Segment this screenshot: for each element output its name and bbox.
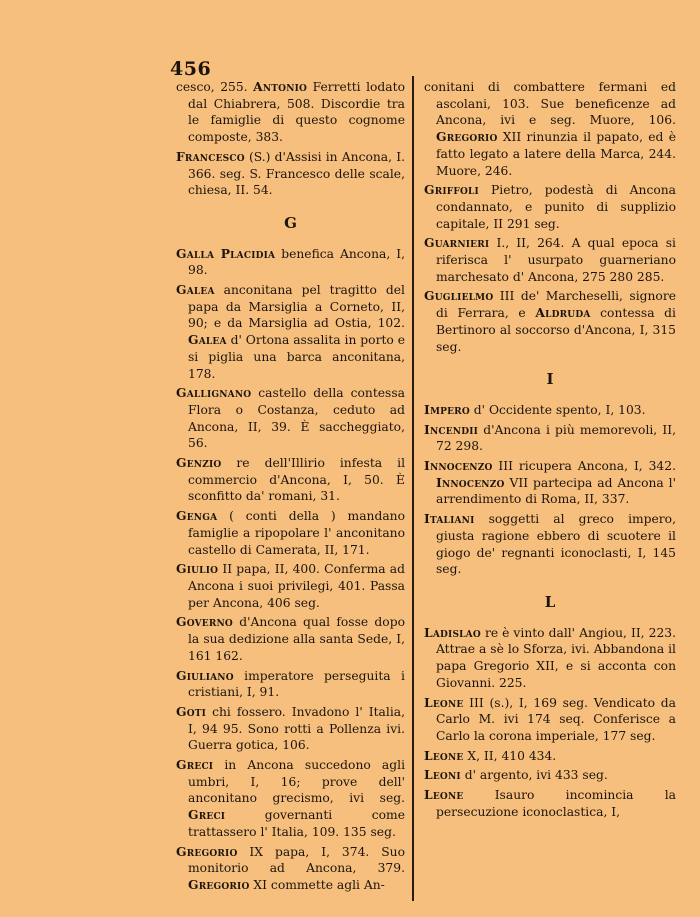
entry-head: Innocenzo (424, 458, 493, 474)
entry-head: Antonio (253, 79, 308, 94)
index-entry (176, 455, 405, 505)
right-column (424, 79, 676, 823)
entry-head: Galea (188, 332, 227, 348)
entry-head: Guglielmo (424, 288, 494, 304)
entry-text: ( conti della ) mandano famiglie a ripopolare l' anconitano castello di Camerata, II, 171. (188, 509, 405, 557)
entry-text: d' Occidente spento, I, 103. (469, 402, 646, 417)
entry-head: Innocenzo (436, 474, 505, 490)
index-entry (176, 844, 405, 894)
entry-text: anconitana pel tragitto del papa da Marsiglia a Corneto, II, 90; e da Marsiglia ad Ostia, 102. (188, 283, 405, 331)
index-entry (424, 748, 676, 765)
entry-head: Genzio (176, 455, 222, 471)
entry-head: Aldruda (535, 305, 591, 321)
entry-text: chi fossero. Invadono l' Italia, I, 94 95. Sono rotti a Pollenza ivi. Guerra gotica, 106. (188, 704, 405, 753)
entry-head: Griffoli (424, 182, 479, 198)
left-column (176, 79, 405, 897)
index-entry (424, 695, 676, 745)
entry-text: conitani di combattere fermani ed ascolani, 103. Sue beneficenze ad Ancona, ivi e seg. Muore, 106. (424, 80, 676, 128)
section-letter: L (544, 592, 556, 611)
index-entry (176, 79, 405, 146)
column-divider (412, 76, 414, 901)
entry-text: castello della contessa Flora o Costanza, ceduto ad Ancona, II, 39. È saccheggiato, 56. (188, 386, 405, 451)
index-entry (176, 246, 405, 279)
index-entry (176, 561, 405, 611)
section-letter: G (284, 213, 297, 232)
index-entry (424, 767, 676, 784)
entry-text: Pietro, podestà di Ancona condannato, e punito di supplizio capitale, II 291 seg. (436, 183, 676, 231)
entry-head: Leone (424, 787, 464, 803)
index-entry (424, 288, 676, 355)
entry-head: Gregorio (188, 876, 250, 892)
entry-head: Galea (176, 282, 215, 298)
entry-text: XII rinunzia il papato, ed è fatto legato a latere della Marca, 244. Muore, 246. (436, 130, 676, 178)
entry-head: Impero (424, 401, 470, 417)
entry-head: Gallignano (176, 385, 252, 401)
section-letter: I (546, 370, 554, 389)
entry-head: Gregorio (436, 129, 498, 145)
entry-head: Francesco (176, 148, 245, 164)
entry-text: VII partecipa ad Ancona l' arrendimento di Roma, II, 337. (436, 475, 676, 507)
index-entry (424, 402, 676, 419)
entry-text: imperatore perseguita i cristiani, I, 91. (188, 668, 405, 700)
entry-text: II papa, II, 400. Conferma ad Ancona i suoi privilegi, 401. Passa per Ancona, 406 seg. (188, 562, 405, 610)
entry-text: soggetti al greco impero, giusta ragione ebbero di scuotere il giogo de' regnanti iconoclasti, I, 145 seg. (436, 512, 676, 577)
index-entry (424, 235, 676, 285)
entry-head: Governo (176, 614, 233, 630)
entry-head: Leone (424, 694, 464, 710)
entry-text: Isauro incomincia la persecuzione iconoclastica, I, (436, 788, 676, 819)
entry-head: Leoni (424, 767, 461, 783)
index-entry (424, 422, 676, 455)
entry-head: Leone (424, 747, 464, 763)
entry-text: d'Ancona i più memorevoli, II, 72 298. (436, 422, 676, 454)
entry-text: Ferretti lodato dal Chiabrera, 508. Discordie tra le famiglie di questo cognome composte, 383. (188, 80, 405, 145)
index-entry (424, 458, 676, 508)
index-entry (424, 182, 676, 232)
entry-text: IX papa, I, 374. Suo monitorio ad Ancona, 379. (188, 844, 405, 876)
index-entry (424, 787, 676, 820)
entry-text: d' argento, ivi 433 seg. (460, 768, 608, 783)
entry-head: Galla Placidia (176, 245, 276, 261)
entry-text: III ricupera Ancona, I, 342. (492, 459, 676, 474)
entry-text: governanti come trattassero l' Italia, 109. 135 seg. (188, 808, 405, 839)
entry-head: Giulio (176, 561, 219, 577)
entry-text: III (s.), I, 169 seg. Vendicato da Carlo M. ivi 174 seq. Conferisce a Carlo la corona imperiale, 177 seg. (436, 695, 676, 743)
index-entry (424, 625, 676, 692)
index-entry (176, 508, 405, 558)
index-entry (176, 282, 405, 382)
entry-text: in Ancona succedono agli umbri, I, 16; prove dell' anconitano grecismo, ivi seg. (188, 758, 405, 806)
index-entry (176, 757, 405, 841)
entry-text: re dell'Illirio infesta il commercio d'Ancona, I, 50. È sconfitto da' romani, 31. (188, 456, 405, 504)
entry-head: Ladislao (424, 624, 481, 640)
entry-head: Guarnieri (424, 235, 490, 251)
entry-text: XI commette agli An- (249, 877, 385, 892)
entry-text: III de' Marcheselli, signore di Ferrara, e (436, 289, 676, 321)
index-entry (176, 385, 405, 452)
page-number: 456 (170, 58, 212, 80)
entry-text: d' Ortona assalita in porto e si piglia una barca anconitana, 178. (188, 333, 405, 381)
entry-head: Genga (176, 508, 218, 524)
entry-head: Italiani (424, 511, 475, 527)
entry-head: Giuliano (176, 667, 234, 683)
entry-text: I., II, 264. A qual epoca si riferisca l' usurpato guarneriano marchesato d' Ancona, 275 280 285. (436, 236, 676, 284)
entry-head: Goti (176, 703, 207, 719)
entry-head: Incendii (424, 421, 479, 437)
entry-text: X, II, 410 434. (463, 748, 557, 763)
entry-text: d'Ancona qual fosse dopo la sua dedizione alla santa Sede, I, 161 162. (188, 615, 405, 663)
entry-head: Greci (176, 757, 214, 773)
index-entry (424, 79, 676, 179)
index-entry (424, 511, 676, 578)
entry-head: Greci (188, 807, 226, 823)
index-entry (176, 704, 405, 754)
entry-text: cesco, 255. (176, 80, 254, 94)
index-entry (176, 149, 405, 199)
entry-head: Gregorio (176, 843, 238, 859)
entry-text: contessa di Bertinoro al soccorso d'Ancona, I, 315 seg. (436, 306, 676, 354)
entry-text: re è vinto dall' Angiou, II, 223. Attrae a sè lo Sforza, ivi. Abbandona il papa Gregorio XII, e si acconta con Giovanni. 225. (436, 625, 676, 690)
entry-text: benefica Ancona, I, 98. (188, 246, 406, 278)
entry-text: (S.) d'Assisi in Ancona, I. 366. seg. S. Francesco delle scale, chiesa, II. 54. (188, 149, 405, 198)
index-entry (176, 614, 405, 664)
index-entry (176, 668, 405, 701)
